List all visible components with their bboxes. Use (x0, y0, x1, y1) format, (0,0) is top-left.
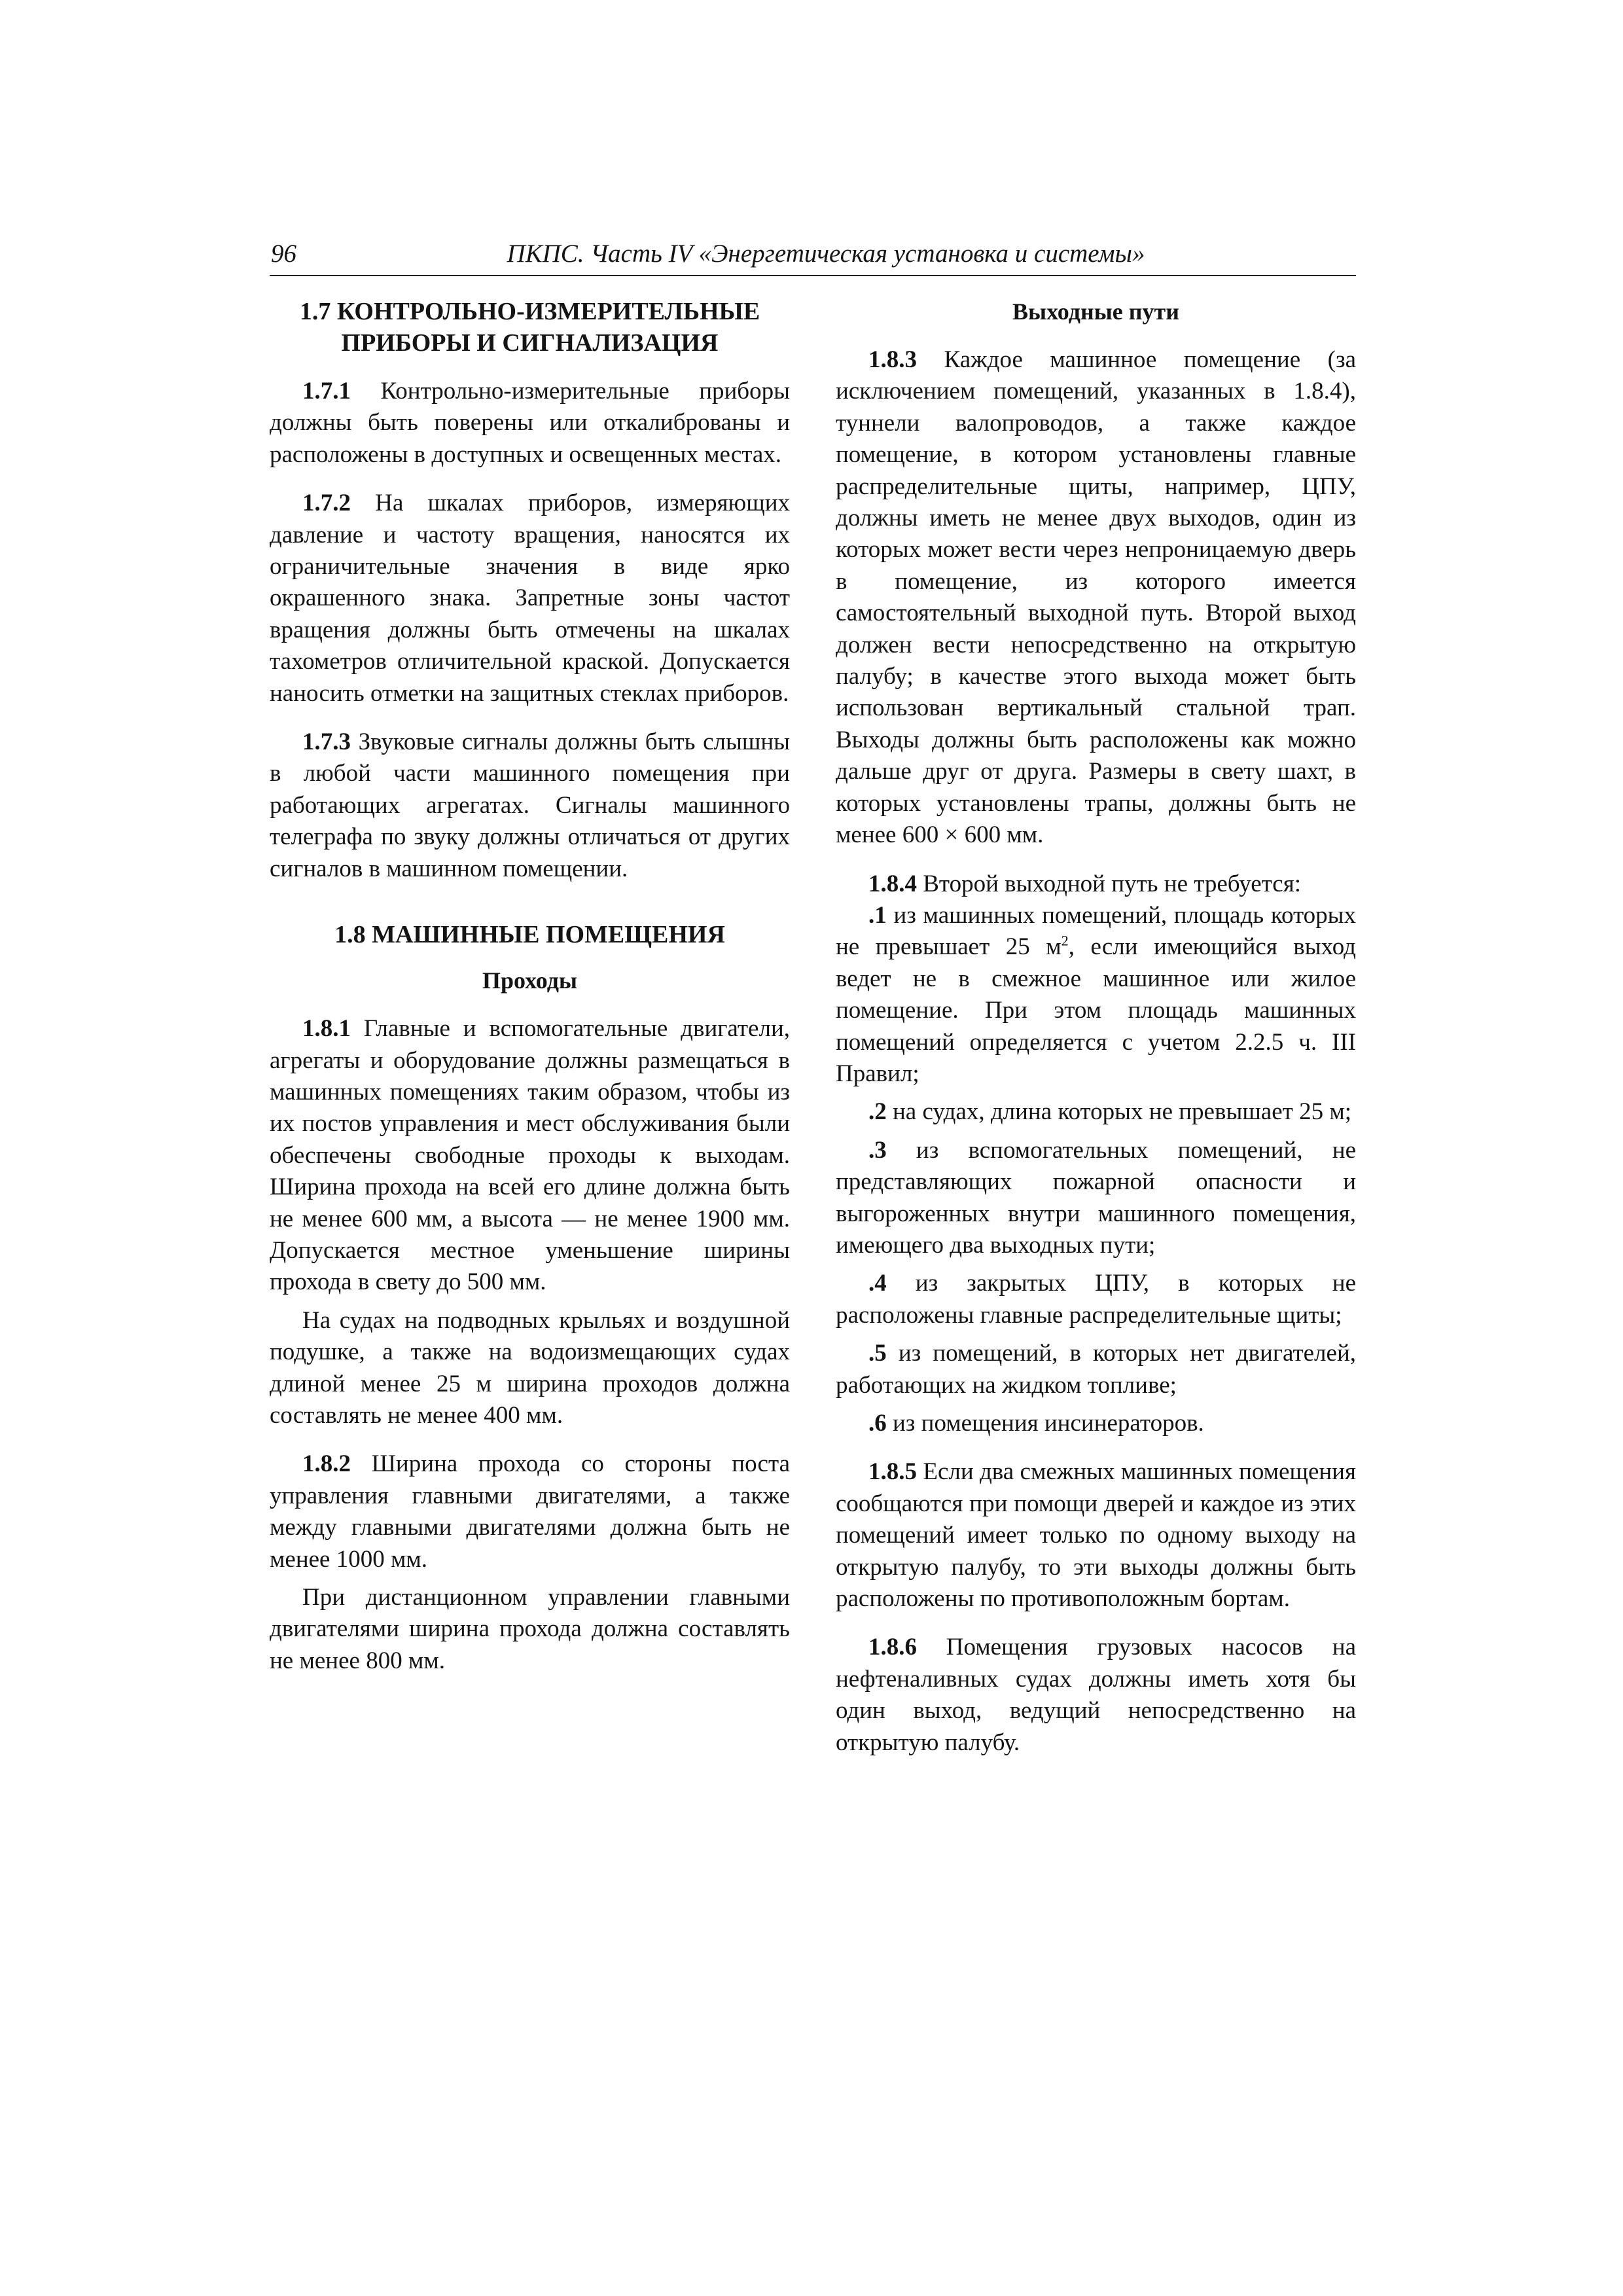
section-1-7-heading (270, 296, 790, 359)
clause-text: Звуковые сигналы должны быть слышны в любой части машинного помещения при работающих агрегатах. Сигналы машинного телеграфа по звуку должны отличаться от других сигналов в машинном помещении. (270, 728, 790, 882)
list-item-number: .1 (868, 901, 887, 929)
clause-number: 1.7.1 (302, 378, 351, 404)
clause-number: 1.8.5 (868, 1458, 917, 1486)
paragraph-1-7-1 (270, 376, 790, 471)
clause-number: 1.8.3 (868, 346, 917, 373)
list-item-text: из помещения инсинераторов. (886, 1410, 1204, 1437)
subheading-vykhodnye-puti: Выходные пути (1012, 298, 1179, 325)
paragraph-1-8-3 (836, 344, 1356, 852)
list-item-text: из закрытых ЦПУ, в которых не расположены главные распределительные щиты; (836, 1270, 1356, 1329)
clause-text: Главные и вспомогательные двигатели, агрегаты и оборудование должны размещаться в машинных помещениях таким образом, чтобы из их постов управления и мест обслуживания были обеспечены свободные проходы к выходам. Ширина прохода на всей его длине должна быть не менее 600 мм, а высота — не менее 1900 мм. Допускается местное уменьшение ширины прохода в свету до 500 мм. (270, 1015, 790, 1296)
clause-number: 1.8.1 (302, 1015, 351, 1043)
list-item-number: .2 (868, 1098, 887, 1126)
paragraph-1-8-6 (836, 1632, 1356, 1759)
list-item-3 (836, 1135, 1356, 1262)
right-column (836, 296, 1356, 1759)
paragraph-1-8-4 (836, 869, 1356, 900)
paragraph-1-8-2 (270, 1448, 790, 1575)
list-item-text: из вспомогательных помещений, не представляющих пожарной опасности и выгороженных внутри машинного помещения, имеющего два выходных пути; (836, 1136, 1356, 1259)
clause-text: Если два смежных машинных помещения сообщаются при помощи дверей и каждое из этих помещений имеет только по одному выходу на открытую палубу, то эти выходы должны быть расположены по противоположным бортам. (836, 1458, 1356, 1613)
clause-number: 1.7.3 (302, 728, 351, 756)
left-column (270, 296, 790, 1677)
subheading-prokhody: Проходы (482, 967, 578, 994)
list-item-text: из помещений, в которых нет двигателей, работающих на жидком топливе; (836, 1340, 1356, 1399)
list-item-2 (836, 1096, 1356, 1128)
clause-number: 1.8.4 (868, 870, 917, 897)
paragraph-1-8-1 (270, 1013, 790, 1299)
list-item-4 (836, 1268, 1356, 1331)
clause-text: Контрольно-измерительные приборы должны быть поверены или откалиброваны и расположены в доступных и освещенных местах. (270, 378, 790, 468)
list-item-number: .5 (868, 1340, 887, 1367)
clause-text: Второй выходной путь не требуется: (917, 870, 1301, 897)
list-item-text: из машинных помещений, площадь которых не превышает 25 м (836, 901, 1356, 961)
paragraph-1-8-2-continued: При дистанционном управлении главными двигателями ширина прохода должна составлять не менее 800 мм. (270, 1584, 790, 1674)
clause-number: 1.8.2 (302, 1450, 351, 1478)
clause-number: 1.8.6 (868, 1634, 917, 1661)
page-number: 96 (271, 240, 296, 268)
paragraph-1-8-5 (836, 1456, 1356, 1615)
paragraph-1-7-3 (270, 726, 790, 885)
list-item-5 (836, 1338, 1356, 1401)
clause-text: Ширина прохода со стороны поста управления главными двигателями, а также между главными двигателями должна быть не менее 1000 мм. (270, 1450, 790, 1573)
list-item-number: .3 (868, 1136, 887, 1164)
list-item-text: на судах, длина которых не превышает 25 м; (886, 1098, 1352, 1126)
list-item-text: , если имеющийся выход ведет не в смежное машинное или жилое помещение. При этом площадь машинных помещений определяется с учетом 2.2.5 ч. III Правил; (836, 933, 1356, 1087)
clause-text: На шкалах приборов, измеряющих давление и частоту вращения, наносятся их ограничительные значения в виде ярко окрашенного знака. Запретные зоны частот вращения должны быть отмечены на шкалах тахометров отличительной краской. Допускается наносить отметки на защитных стеклах приборов. (270, 490, 790, 707)
section-1-7-heading-line2: ПРИБОРЫ И СИГНАЛИЗАЦИЯ (341, 329, 719, 357)
running-title: ПКПС. Часть IV «Энергетическая установка и системы» (507, 240, 1145, 268)
paragraph-1-8-1-continued: На судах на подводных крыльях и воздушной подушке, а также на водоизмещающих судах длиной менее 25 м ширина проходов должна составлять не менее 400 мм. (270, 1306, 790, 1429)
clause-number: 1.7.2 (302, 490, 351, 517)
section-1-8-heading: 1.8 МАШИННЫЕ ПОМЕЩЕНИЯ (334, 921, 725, 949)
list-item-number: .6 (868, 1410, 887, 1437)
paragraph-1-7-2 (270, 488, 790, 709)
clause-text: Каждое машинное помещение (за исключением помещений, указанных в 1.8.4), туннели валопроводов, а также каждое помещение, в котором установлены главные распределительные щиты, например, ЦПУ, должны иметь не менее двух выходов, один из которых может вести через непроницаемую дверь в помещение, из которого имеется самостоятельный выходной путь. Второй выход должен вести непосредственно на открытую палубу; в качестве этого выхода может быть использован вертикальный стальной трап. Выходы должны быть расположены как можно дальше друг от друга. Размеры в свету шахт, в которых установлены трапы, должны быть не менее 600 × 600 мм. (836, 346, 1356, 849)
list-item-number: .4 (868, 1270, 887, 1297)
superscript: 2 (1061, 932, 1069, 949)
list-item-6 (836, 1408, 1356, 1439)
list-item-1 (836, 900, 1356, 1090)
clause-text: Помещения грузовых насосов на нефтеналивных судах должны иметь хотя бы один выход, ведущий непосредственно на открытую палубу. (836, 1634, 1356, 1756)
section-1-7-heading-line1: 1.7 КОНТРОЛЬНО-ИЗМЕРИТЕЛЬНЫЕ (299, 298, 760, 325)
running-header (270, 237, 1356, 276)
